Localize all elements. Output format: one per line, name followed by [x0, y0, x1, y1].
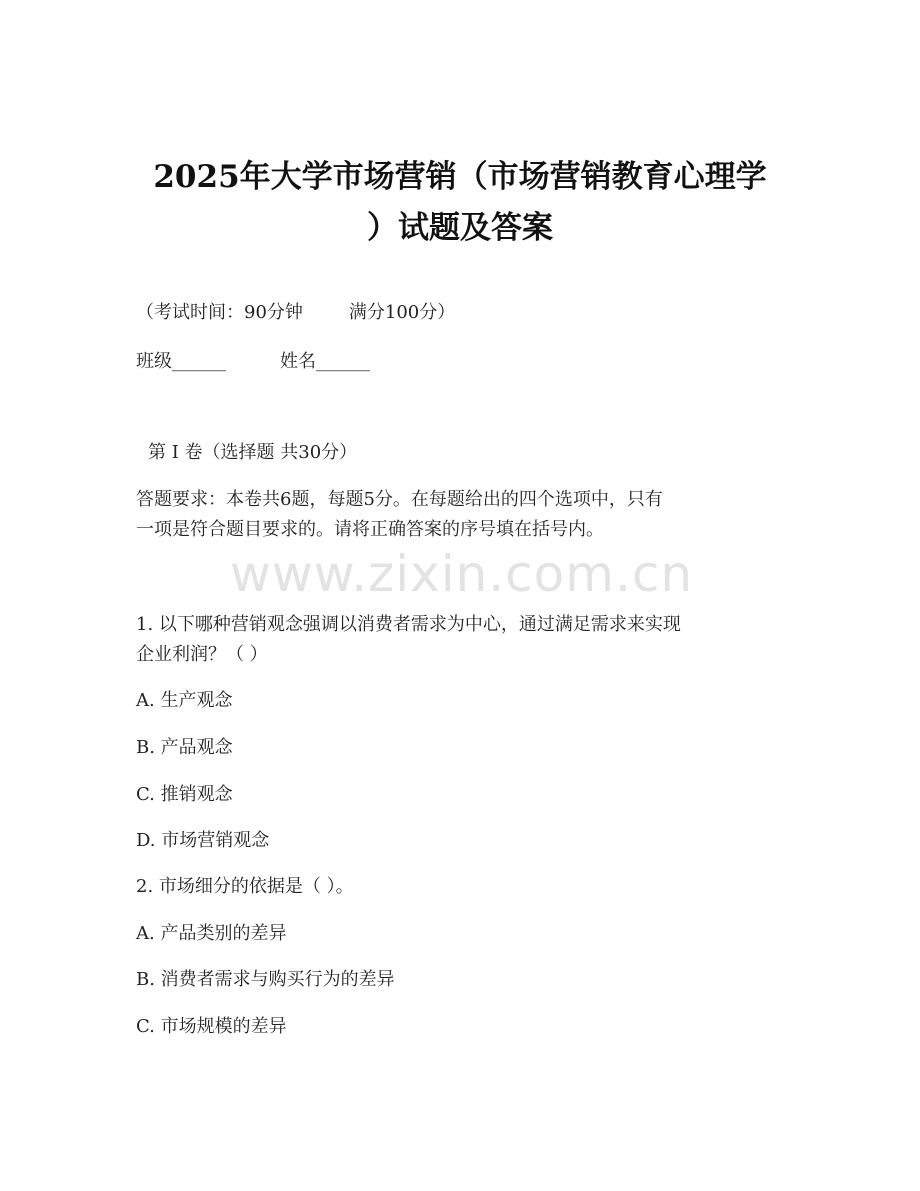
document-title-line-2: ）试题及答案: [367, 210, 553, 246]
instructions-line-1: 答题要求：本卷共6题，每题5分。在每题给出的四个选项中，只有: [136, 489, 663, 510]
exam-info: [136, 300, 455, 326]
section-title: 第 I 卷（选择题 共30分）: [148, 442, 358, 463]
question-1-option-b: B. 产品观念: [136, 737, 233, 758]
question-2-stem: 2. 市场细分的依据是（ ）。: [136, 876, 354, 897]
question-1-option-c: C. 推销观念: [136, 784, 233, 805]
instructions-line-2: 一项是符合题目要求的。请将正确答案的序号填在括号内。: [136, 519, 604, 540]
exam-time: （考试时间：90分钟: [136, 302, 303, 323]
question-1-option-a: A. 生产观念: [136, 690, 233, 711]
name-field[interactable]: 姓名______: [280, 351, 370, 372]
student-info: [136, 349, 370, 375]
class-field[interactable]: 班级______: [136, 351, 226, 372]
full-score: 满分100分）: [348, 302, 456, 323]
question-2-option-b: B. 消费者需求与购买行为的差异: [136, 969, 395, 990]
question-1-stem-line-2: 企业利润？（ ）: [136, 644, 268, 665]
document-title-line-1: 2025年大学市场营销（市场营销教育心理学: [153, 159, 767, 195]
question-1-option-d: D. 市场营销观念: [136, 830, 270, 851]
watermark: www.zixin.com.cn: [230, 545, 694, 603]
question-1-stem-line-1: 1. 以下哪种营销观念强调以消费者需求为中心，通过满足需求来实现: [136, 614, 681, 635]
question-2-option-c: C. 市场规模的差异: [136, 1016, 287, 1037]
question-2-option-a: A. 产品类别的差异: [136, 923, 287, 944]
